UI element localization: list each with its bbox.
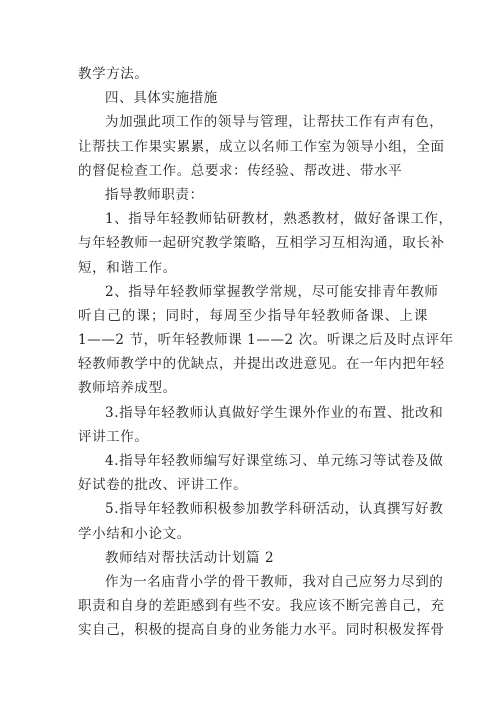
- text-line: 短，和谐工作。: [78, 259, 177, 276]
- text-line: 1——2 节，听年轻教师课 1——2 次。听课之后及时点评年: [78, 332, 454, 349]
- document-body: [78, 62, 454, 643]
- text-line: 的督促检查工作。总要求：传经验、帮改进、带水平: [78, 162, 403, 179]
- text-line: 学小结和小论文。: [78, 525, 191, 542]
- text-line: 评讲工作。: [78, 428, 149, 445]
- section-heading: 四、具体实施措施: [105, 90, 218, 107]
- text-line: 2、指导年轻教师掌握教学常规，尽可能安排青年教师: [105, 283, 439, 300]
- text-line: 与年轻教师一起研究教学策略，互相学习互相沟通，取长补: [78, 235, 445, 252]
- text-line: 为加强此项工作的领导与管理，让帮扶工作有声有色，: [105, 114, 444, 131]
- text-line: 5.指导年轻教师积极参加教学科研活动，认真撰写好教: [105, 501, 444, 518]
- text-line: 1、指导年轻教师钻研教材，熟悉教材，做好备课工作，: [105, 211, 453, 228]
- text-line: 好试卷的批改、评讲工作。: [78, 477, 248, 494]
- text-line: 教学方法。: [78, 66, 149, 82]
- text-line: 听自己的课；同时，每周至少指导年轻教师备课、上课: [78, 307, 428, 324]
- text-line: 实自己，积极的提高自身的业务能力水平。同时积极发挥骨: [78, 622, 445, 639]
- text-line: 轻教师教学中的优缺点，并提出改进意见。在一年内把年轻: [78, 356, 445, 373]
- text-line: 职责和自身的差距感到有些不安。我应该不断完善自己，充: [78, 598, 445, 615]
- article-title: 教师结对帮扶活动计划篇 2: [105, 549, 275, 566]
- text-line: 教师培养成型。: [78, 380, 177, 397]
- text-line: 3.指导年轻教师认真做好学生课外作业的布置、批改和: [105, 404, 444, 421]
- text-line: 作为一名庙背小学的骨干教师，我对自己应努力尽到的: [105, 573, 444, 590]
- subsection-heading: 指导教师职责：: [105, 186, 204, 203]
- text-line: 让帮扶工作果实累累，成立以名师工作室为领导小组，全面: [78, 138, 445, 155]
- text-line: 4.指导年轻教师编写好课堂练习、单元练习等试卷及做: [105, 453, 444, 469]
